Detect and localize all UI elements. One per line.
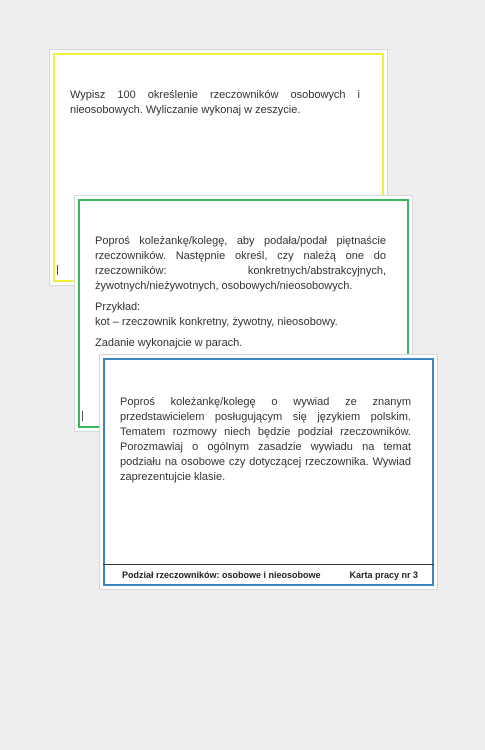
card-3-footer [103,564,434,586]
card-2-paragraph-3: Zadanie wykonajcie w parach. [95,337,243,349]
worksheet-card-3 [100,355,437,589]
card-number-label: Karta pracy nr 3 [349,570,418,580]
card-3-paragraph-1: Poproś koleżankę/kolegę o wywiad ze znanym przedstawicielem posługującym się językiem polskim. Tematem rozmowy niech będzie podział rzeczowników. Porozmawiaj o ogólnym zasadzie wywiadu na temat podziału na osobowe czy dotyczącej rzeczownika. Wywiad zaprezentujcie klasie. [120,396,411,483]
card-2-paragraph-1: Poproś koleżankę/kolegę, aby podała/podał piętnaście rzeczowników. Następnie określ, czy należą one do rzeczowników: konkretnych/abstrakcyjnych, żywotnych/nieżywotnych, osobowych/nieosobowych. [95,235,386,292]
card-1-instructions [70,88,360,124]
card-footer-title: Podział rzeczowników: osobowe i nieosobowe [122,570,321,580]
card-1-footer-edge [57,265,62,275]
card-3-instructions [120,395,411,491]
card-2-footer-edge [82,411,87,421]
card-2-instructions [95,234,386,357]
card-1-paragraph-1: Wypisz 100 określenie rzeczowników osobowych i nieosobowych. Wyliczanie wykonaj w zeszycie. [70,89,360,116]
card-2-example: Przykład: kot – rzeczownik konkretny, żywotny, nieosobowy. [95,301,338,328]
